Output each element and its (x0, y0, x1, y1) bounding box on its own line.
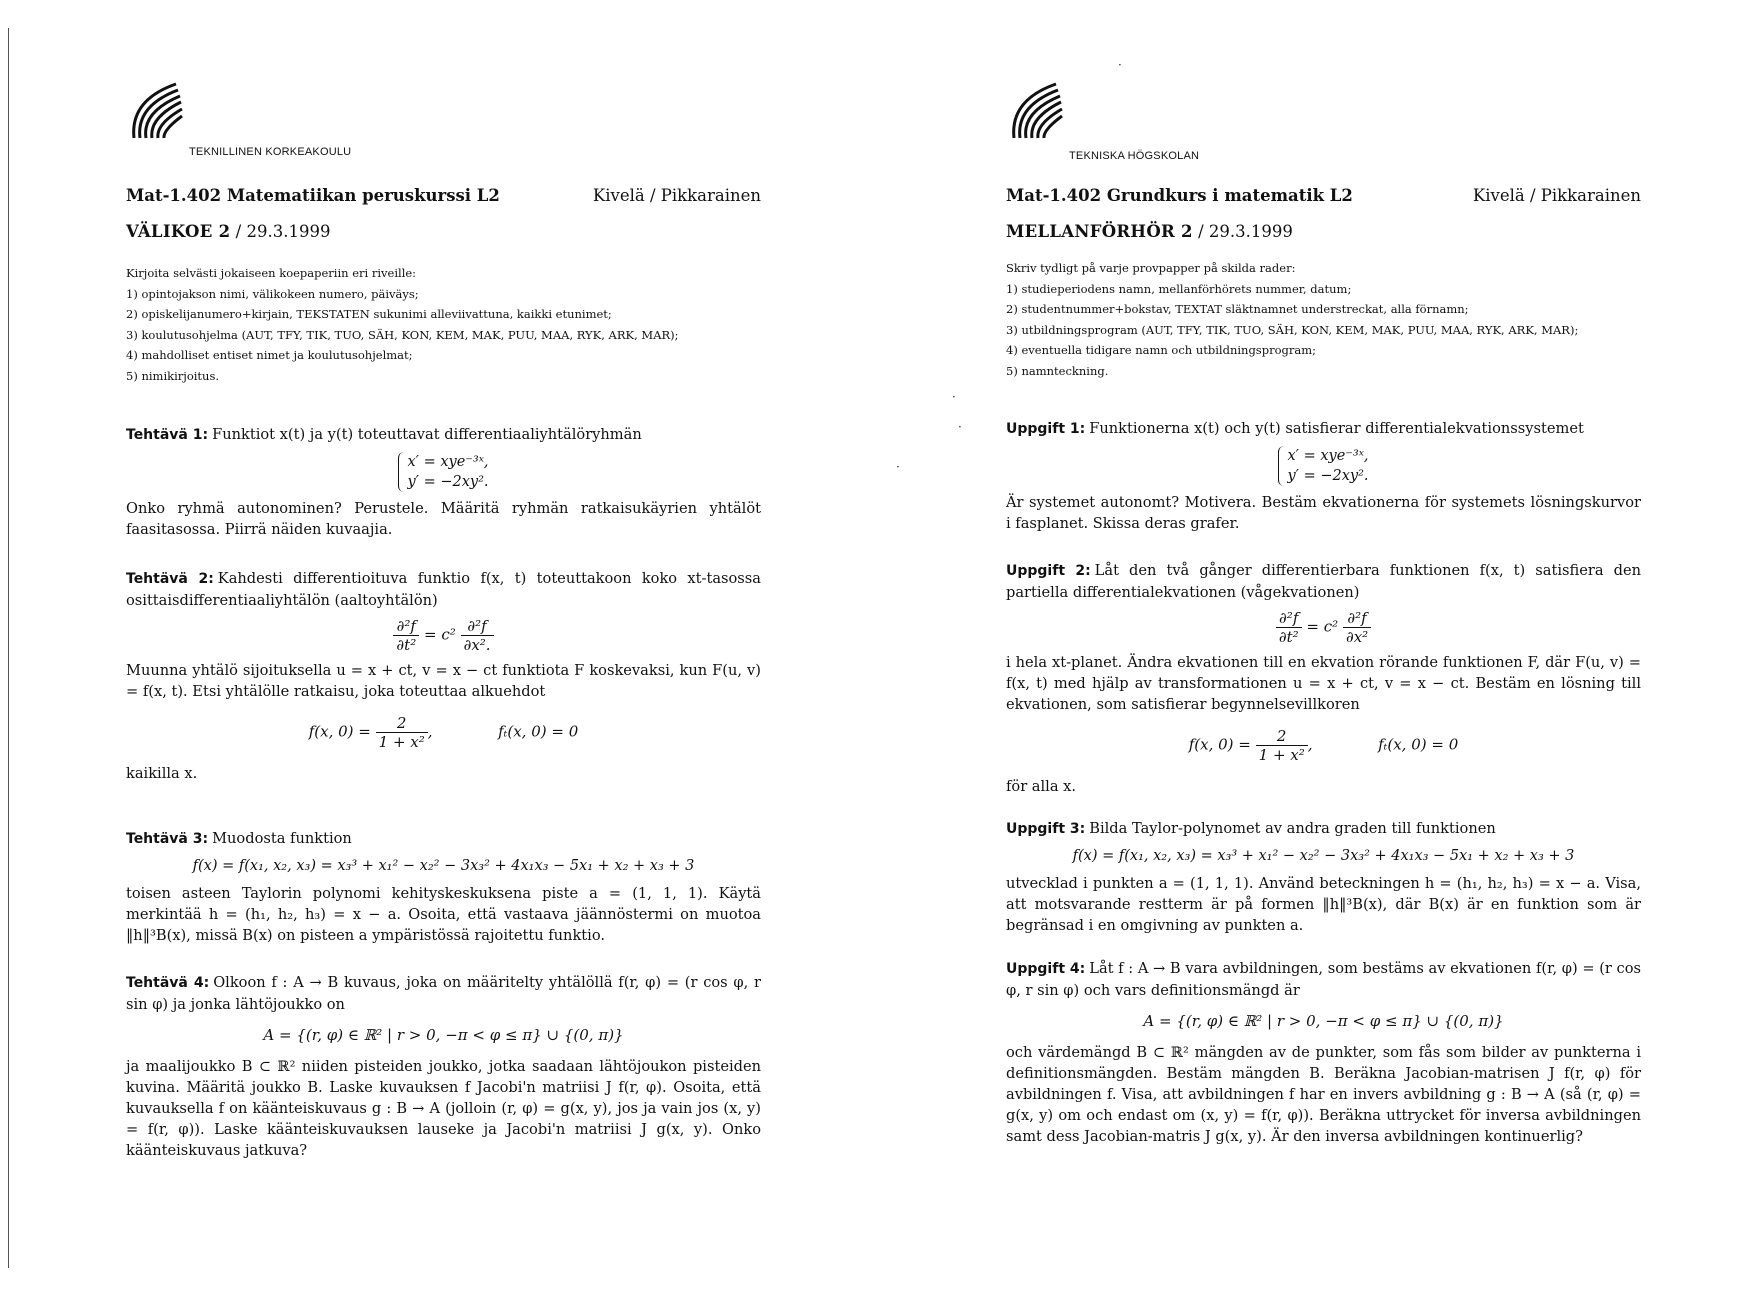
instruction-line: 2) studentnummer+bokstav, TEXTAT släktnamnet understreckat, alla förnamn; (1006, 302, 1469, 316)
task-text: Bilda Taylor-polynomet av andra graden till funktionen (1089, 820, 1496, 837)
task-text: Funktionerna x(t) och y(t) satisfierar differentialekvationssystemet (1089, 420, 1584, 437)
equation-line: y′ = −2xy². (407, 474, 489, 490)
exam-title-row (1006, 222, 1293, 241)
equation-part: , (1307, 735, 1313, 754)
task-label: Tehtävä 2: (126, 571, 214, 587)
fraction-denominator: ∂t² (396, 636, 417, 654)
equation-line: y′ = −2xy². (1287, 468, 1369, 484)
course-header (126, 186, 761, 205)
equation-line: x′ = xye⁻³ˣ, (407, 454, 489, 470)
task-text: Olkoon f : A → B kuvaus, joka on määritelty yhtälöllä f(r, φ) = (r cos φ, r sin φ) ja jonka lähtöjoukko on (126, 974, 761, 1013)
fraction-denominator: 1 + x² (378, 733, 425, 751)
task-text: Muodosta funktion (212, 830, 352, 847)
initial-conditions (126, 714, 761, 751)
instruction-line: 3) utbildningsprogram (AUT, TFY, TIK, TUO, SÄH, KON, KEM, MAK, PUU, MAA, RYK, ARK, MAR); (1006, 322, 1579, 337)
task-label: Tehtävä 3: (126, 831, 209, 847)
task-3 (126, 828, 761, 946)
instruction-line: 4) eventuella tidigare namn och utbildningsprogram; (1006, 343, 1316, 357)
task-question: för alla x. (1006, 778, 1077, 795)
equation-system (1006, 446, 1641, 486)
equation-operator: = c² (424, 625, 456, 644)
equation-system (126, 452, 761, 492)
exam-title: VÄLIKOE 2 (126, 222, 231, 241)
fraction-numerator: ∂²f (393, 617, 419, 636)
fraction-numerator: 2 (1256, 727, 1308, 746)
wave-equation (126, 617, 761, 654)
task-question: ja maalijoukko B ⊂ ℝ² niiden pisteiden joukko, jotka saadaan lähtöjoukon pisteiden kuvina. Määritä joukko B. Laske kuvauksen f Jacobi'n matriisi J f(r, φ). Osoita, että kuvauksella f on käänteiskuvaus g : B → A (jolloin (r, φ) = g(x, y), jos ja vain jos (x, y) = f(r, φ)). Laske käänteiskuvauksen lauseke ja Jacobi'n matriisi J g(x, y). Onko käänteiskuvaus jatkuva? (126, 1058, 761, 1159)
institution-name: TEKNISKA HÖGSKOLAN (1069, 150, 1200, 162)
fraction-denominator: ∂t² (1278, 628, 1299, 646)
university-logo-icon (1006, 80, 1066, 142)
exam-title-row (126, 222, 330, 241)
task-3 (1006, 818, 1641, 936)
task-label: Tehtävä 1: (126, 427, 209, 443)
taylor-function: f(x) = f(x₁, x₂, x₃) = x₃³ + x₁² − x₂² − 3x₃² + 4x₁x₃ − 5x₁ + x₂ + x₃ + 3 (1072, 848, 1575, 864)
task-text: Kahdesti differentioituva funktio f(x, t) toteuttakoon koko xt-tasossa osittaisdifferentiaaliyhtälön (aaltoyhtälön) (126, 570, 761, 609)
exam-page-finnish (126, 0, 766, 1296)
task-text: Funktiot x(t) ja y(t) toteuttavat differentiaaliyhtälöryhmän (212, 426, 642, 443)
scan-speck: · (1118, 58, 1122, 72)
instruction-line: 3) koulutusohjelma (AUT, TFY, TIK, TUO, SÄH, KON, KEM, MAK, PUU, MAA, RYK, ARK, MAR); (126, 327, 679, 342)
task-label: Uppgift 3: (1006, 821, 1086, 837)
task-text: Låt f : A → B vara avbildningen, som bestäms av ekvationen f(r, φ) = (r cos φ, r sin φ) och vars definitionsmängd är (1006, 960, 1641, 999)
task-text-2: i hela xt-planet. Ändra ekvationen till en ekvation rörande funktionen F, där F(u, v) = f(x, t) med hjälp av transformationen u = x + ct, v = x − ct. Bestäm en lösning till ekvationen, som satisfierar begynnelsevillkoren (1006, 654, 1641, 713)
exam-page-swedish (1006, 0, 1646, 1296)
task-1 (126, 424, 761, 540)
task-text: Låt den två gånger differentierbara funktionen f(x, t) satisfiera den partiella differentialekvationen (vågekvationen) (1006, 562, 1642, 601)
scan-speck: · (896, 460, 900, 474)
task-label: Uppgift 4: (1006, 961, 1086, 977)
instruction-line: Kirjoita selvästi jokaiseen koepaperiin eri riveille: (126, 266, 417, 280)
task-4 (1006, 958, 1641, 1147)
binder-edge-line (8, 28, 9, 1268)
instructions-list (1006, 258, 1641, 381)
task-2 (1006, 560, 1641, 797)
fraction-numerator: ∂²f (1276, 609, 1302, 628)
instruction-line: 1) studieperiodens namn, mellanförhörets nummer, datum; (1006, 281, 1352, 296)
fraction-denominator: ∂x². (463, 636, 491, 654)
task-label: Uppgift 1: (1006, 421, 1086, 437)
taylor-function: f(x) = f(x₁, x₂, x₃) = x₃³ + x₁² − x₂² − 3x₃² + 4x₁x₃ − 5x₁ + x₂ + x₃ + 3 (192, 858, 695, 874)
equation-operator: = c² (1306, 617, 1339, 636)
teachers: Kivelä / Pikkarainen (1472, 186, 1641, 205)
fraction-numerator: ∂²f (461, 617, 494, 636)
equation-part: f(x, 0) = (1188, 735, 1251, 754)
exam-title: MELLANFÖRHÖR 2 (1006, 222, 1193, 241)
fraction-numerator: 2 (376, 714, 428, 733)
task-question: utvecklad i punkten a = (1, 1, 1). Använd beteckningen h = (h₁, h₂, h₃) = x − a. Visa, att motsvarande restterm är på formen ‖h‖³B(x), där B(x) är en funktion som är begränsad i en omgivning av punkten a. (1006, 875, 1641, 934)
task-2 (126, 568, 761, 784)
exam-date: / 29.3.1999 (235, 222, 331, 241)
task-1 (1006, 418, 1641, 534)
equation-part: f(x, 0) = (308, 722, 371, 741)
institution-name: TEKNILLINEN KORKEAKOULU (189, 146, 352, 158)
task-question: Onko ryhmä autonominen? Perustele. Määritä ryhmän ratkaisukäyrien yhtälöt faasitasossa. Piirrä näiden kuvaajia. (126, 500, 761, 538)
equation-part: , (427, 722, 433, 741)
task-label: Uppgift 2: (1006, 563, 1091, 579)
teachers: Kivelä / Pikkarainen (592, 186, 761, 205)
fraction-denominator: ∂x² (1345, 628, 1369, 646)
exam-date: / 29.3.1999 (1198, 222, 1293, 241)
instructions-list (126, 263, 761, 386)
task-question: kaikilla x. (126, 765, 198, 782)
instruction-line: 5) namnteckning. (1006, 363, 1109, 378)
equation-part: fₜ(x, 0) = 0 (498, 722, 579, 741)
domain-set: A = {(r, φ) ∈ ℝ² | r > 0, −π < φ ≤ π} ∪ {(0, π)} (1143, 1012, 1504, 1030)
fraction-denominator: 1 + x² (1258, 746, 1305, 764)
equation-line: x′ = xye⁻³ˣ, (1287, 448, 1369, 464)
task-label: Tehtävä 4: (126, 975, 210, 991)
fraction-numerator: ∂²f (1343, 609, 1371, 628)
task-4 (126, 972, 761, 1161)
scan-speck: · (958, 420, 962, 434)
task-question: toisen asteen Taylorin polynomi kehityskeskuksena piste a = (1, 1, 1). Käytä merkintää h = (h₁, h₂, h₃) = x − a. Osoita, että vastaava jäännöstermi on muotoa ‖h‖³B(x), missä B(x) on pisteen a ympäristössä rajoitettu funktio. (126, 885, 761, 944)
instruction-line: 1) opintojakson nimi, välikokeen numero, päiväys; (126, 286, 419, 301)
course-title: Mat-1.402 Matematiikan peruskurssi L2 (126, 186, 500, 205)
task-text-2: Muunna yhtälö sijoituksella u = x + ct, v = x − ct funktiota F koskevaksi, kun F(u, v) = f(x, t). Etsi yhtälölle ratkaisu, joka toteuttaa alkuehdot (126, 662, 761, 700)
instruction-line: 2) opiskelijanumero+kirjain, TEKSTATEN sukunimi alleviivattuna, kaikki etunimet; (126, 307, 612, 321)
equation-part: fₜ(x, 0) = 0 (1378, 735, 1459, 754)
task-question: Är systemet autonomt? Motivera. Bestäm ekvationerna för systemets lösningskurvor i fasplanet. Skissa deras grafer. (1006, 494, 1641, 532)
initial-conditions (1006, 727, 1641, 764)
course-title: Mat-1.402 Grundkurs i matematik L2 (1006, 186, 1353, 205)
task-question: och värdemängd B ⊂ ℝ² mängden av de punkter, som fås som bilder av punkterna i definitionsmängden. Bestäm mängden B. Beräkna Jacobian-matrisen J f(r, φ) för avbildningen f. Visa, att avbildningen f har en invers avbildning g : B → A (så (r, φ) = g(x, y) om och endast om (x, y) = f(r, φ)). Beräkna uttrycket för inversa avbildningen samt dess Jacobian-matris J g(x, y). Är den inversa avbildningen kontinuerlig? (1006, 1044, 1641, 1145)
instruction-line: Skriv tydligt på varje provpapper på skilda rader: (1006, 261, 1296, 275)
instruction-line: 5) nimikirjoitus. (126, 368, 220, 383)
course-header (1006, 186, 1641, 205)
university-logo-icon (126, 80, 186, 142)
domain-set: A = {(r, φ) ∈ ℝ² | r > 0, −π < φ ≤ π} ∪ {(0, π)} (263, 1026, 624, 1044)
wave-equation (1006, 609, 1641, 646)
instruction-line: 4) mahdolliset entiset nimet ja koulutusohjelmat; (126, 348, 413, 362)
scan-speck: · (952, 390, 956, 404)
